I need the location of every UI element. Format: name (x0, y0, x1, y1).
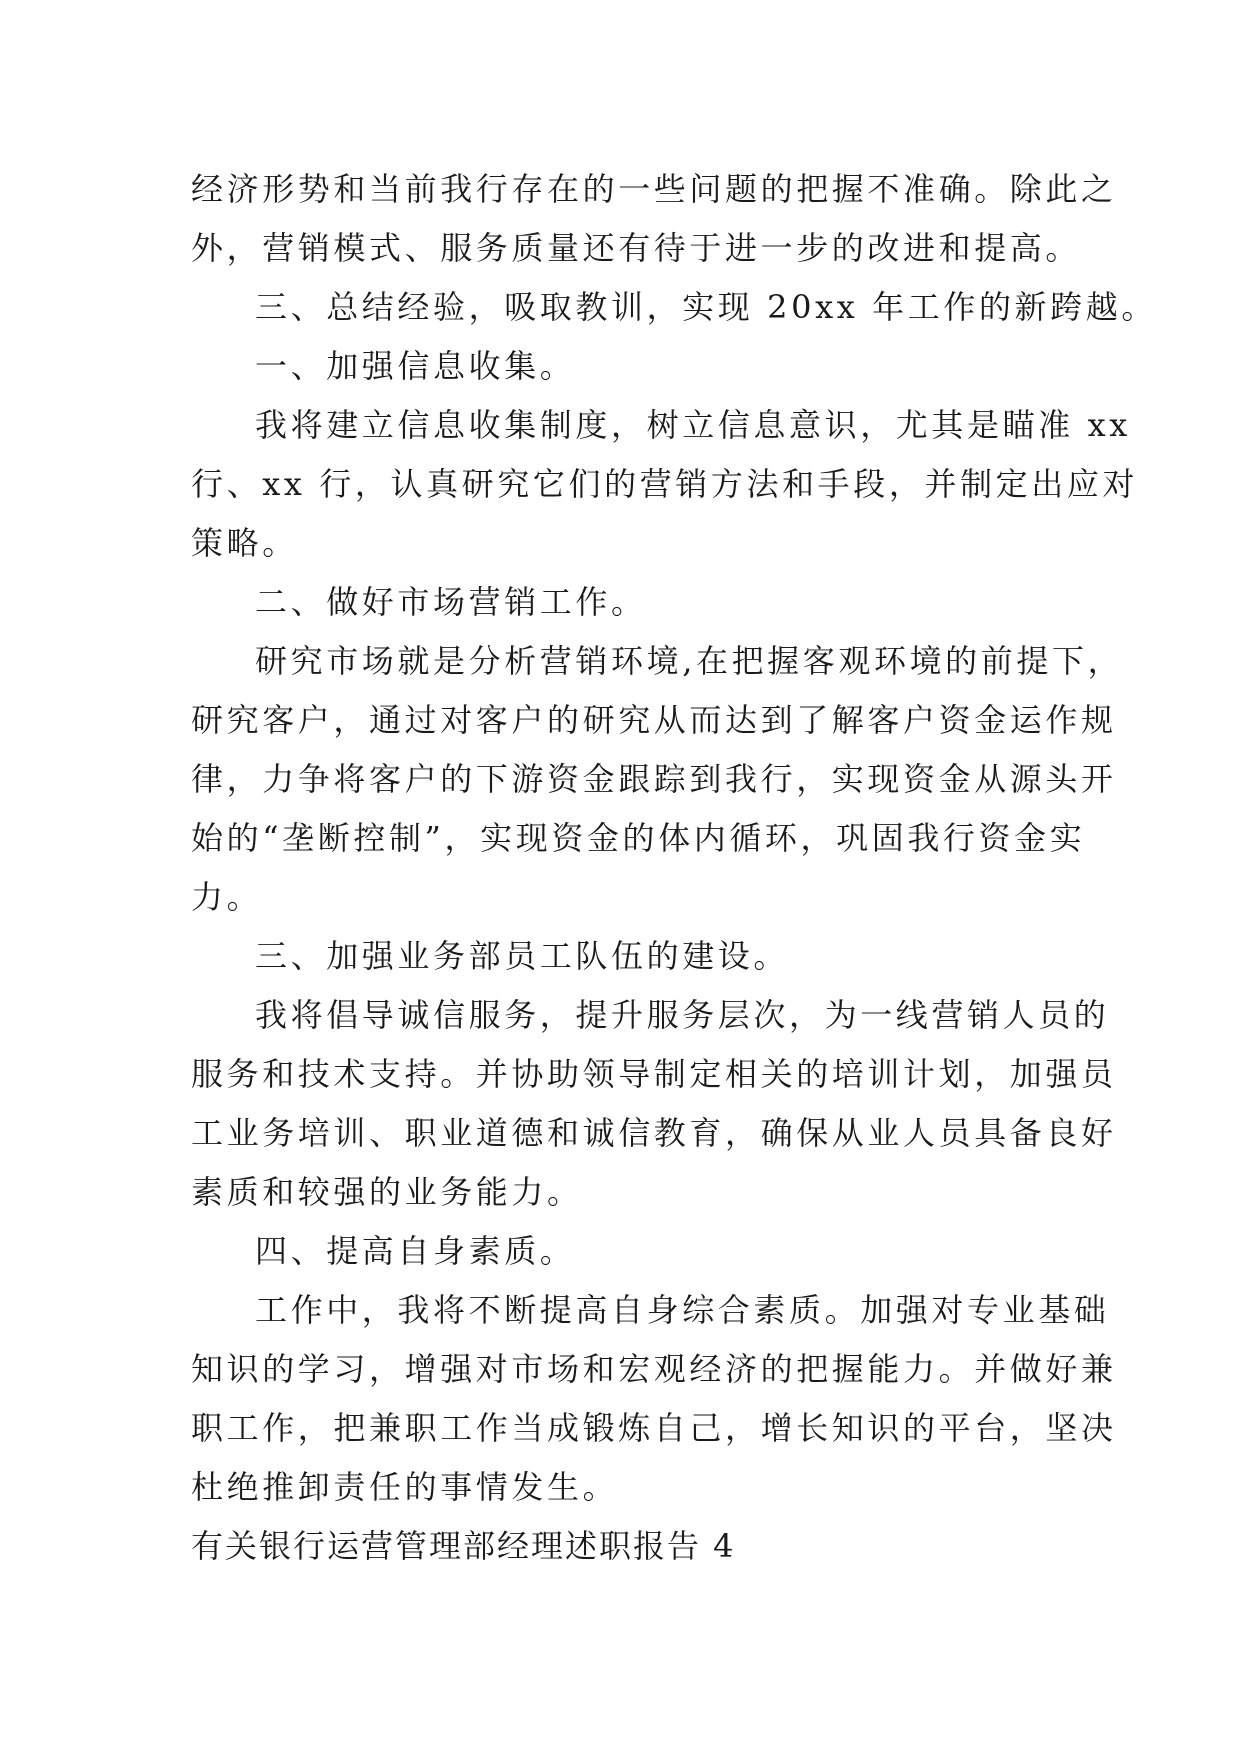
body-line: 我将建立信息收集制度，树立信息意识，尤其是瞄准 xx (255, 406, 1131, 444)
body-line: 行、xx 行，认真研究它们的营销方法和手段，并制定出应对 (191, 465, 1139, 503)
body-line: 律，力争将客户的下游资金跟踪到我行，实现资金从源头开 (191, 760, 1117, 798)
report-title: 有关银行运营管理部经理述职报告 4 (191, 1527, 736, 1565)
subsection-heading: 二、做好市场营销工作。 (255, 583, 647, 621)
body-line: 职工作，把兼职工作当成锻炼自己，增长知识的平台，坚决 (191, 1409, 1117, 1447)
body-line: 工作中，我将不断提高自身综合素质。加强对专业基础 (255, 1291, 1110, 1329)
body-line: 策略。 (191, 524, 298, 562)
section-heading: 三、总结经验，吸取教训，实现 20xx 年工作的新跨越。 (255, 288, 1157, 326)
subsection-heading: 四、提高自身素质。 (255, 1232, 576, 1270)
body-line: 工业务培训、职业道德和诚信教育，确保从业人员具备良好 (191, 1114, 1117, 1152)
body-line: 知识的学习，增强对市场和宏观经济的把握能力。并做好兼 (191, 1350, 1117, 1388)
body-line: 力。 (191, 878, 263, 916)
body-line: 始的“垄断控制”，实现资金的体内循环，巩固我行资金实 (191, 819, 1086, 857)
body-line: 外，营销模式、服务质量还有待于进一步的改进和提高。 (191, 229, 1082, 267)
subsection-heading: 三、加强业务部员工队伍的建设。 (255, 937, 790, 975)
body-line: 研究客户，通过对客户的研究从而达到了解客户资金运作规 (191, 701, 1117, 739)
body-line: 研究市场就是分析营销环境,在把握客观环境的前提下， (255, 642, 1124, 680)
body-line: 经济形势和当前我行存在的一些问题的把握不准确。除此之 (191, 170, 1117, 208)
body-line: 素质和较强的业务能力。 (191, 1173, 583, 1211)
body-line: 我将倡导诚信服务，提升服务层次，为一线营销人员的 (255, 996, 1110, 1034)
subsection-heading: 一、加强信息收集。 (255, 347, 576, 385)
body-line: 服务和技术支持。并协助领导制定相关的培训计划，加强员 (191, 1055, 1117, 1093)
document-body (191, 160, 1157, 1576)
body-line: 杜绝推卸责任的事情发生。 (191, 1468, 619, 1506)
